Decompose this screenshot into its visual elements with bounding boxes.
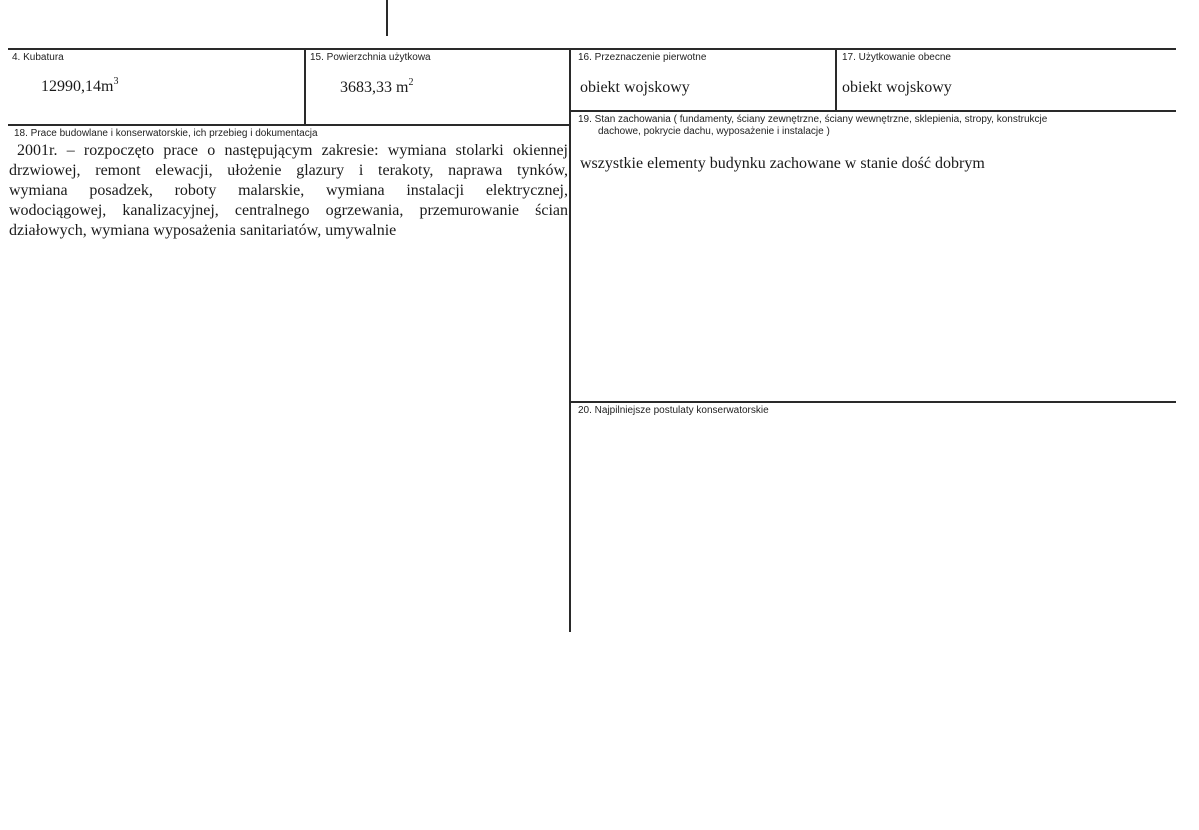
- top-stub-line: [386, 0, 388, 36]
- przeznaczenie-value: obiekt wojskowy: [580, 79, 690, 96]
- prace-label: 18. Prace budowlane i konserwatorskie, ich przebieg i dokumentacja: [14, 128, 318, 139]
- prace-text-line-3: wymiana posadzek, roboty malarskie, wymiana instalacji elektrycznej,: [9, 182, 568, 199]
- kubatura-label: 4. Kubatura: [12, 52, 64, 63]
- row1-bottom-border-left: [8, 124, 570, 126]
- powierzchnia-value: [340, 78, 413, 98]
- divider-left-right: [569, 48, 571, 632]
- prace-text-line-5: działowych, wymiana wyposażenia sanitariatów, umywalnie: [9, 222, 397, 239]
- uzytkowanie-value: obiekt wojskowy: [842, 79, 952, 96]
- stan-label-line-1: 19. Stan zachowania ( fundamenty, ściany zewnętrzne, ściany wewnętrzne, sklepienia, stropy, konstrukcje: [578, 114, 1048, 125]
- powierzchnia-unit-sup: 2: [408, 77, 414, 88]
- prace-text-line-4: wodociągowej, kanalizacyjnej, centralnego ogrzewania, przemurowanie ścian: [9, 202, 568, 219]
- stan-value: wszystkie elementy budynku zachowane w stanie dość dobrym: [580, 155, 985, 172]
- postulaty-label: 20. Najpilniejsze postulaty konserwatorskie: [578, 405, 769, 416]
- row1-bottom-border-right: [569, 110, 1176, 112]
- divider-przeznaczenie-uzytkowanie: [835, 48, 837, 111]
- prace-text-line-2: drzwiowej, remont elewacji, ułożenie glazury i terakoty, naprawa tynków,: [9, 162, 568, 179]
- kubatura-number: 12990,14m: [41, 78, 114, 95]
- row1-top-border: [8, 48, 1176, 50]
- divider-kubatura-powierzchnia: [304, 48, 306, 124]
- prace-text-line-1: 2001r. – rozpoczęto prace o następującym zakresie: wymiana stolarki okiennej: [17, 142, 568, 159]
- powierzchnia-number: 3683,33 m: [340, 79, 409, 96]
- przeznaczenie-label: 16. Przeznaczenie pierwotne: [578, 52, 707, 63]
- kubatura-value: [41, 77, 118, 97]
- powierzchnia-label: 15. Powierzchnia użytkowa: [310, 52, 431, 63]
- stan-bottom-border: [569, 401, 1176, 403]
- stan-label-line-2: dachowe, pokrycie dachu, wyposażenie i instalacje ): [598, 126, 830, 137]
- kubatura-unit-sup: 3: [113, 76, 119, 87]
- uzytkowanie-label: 17. Użytkowanie obecne: [842, 52, 951, 63]
